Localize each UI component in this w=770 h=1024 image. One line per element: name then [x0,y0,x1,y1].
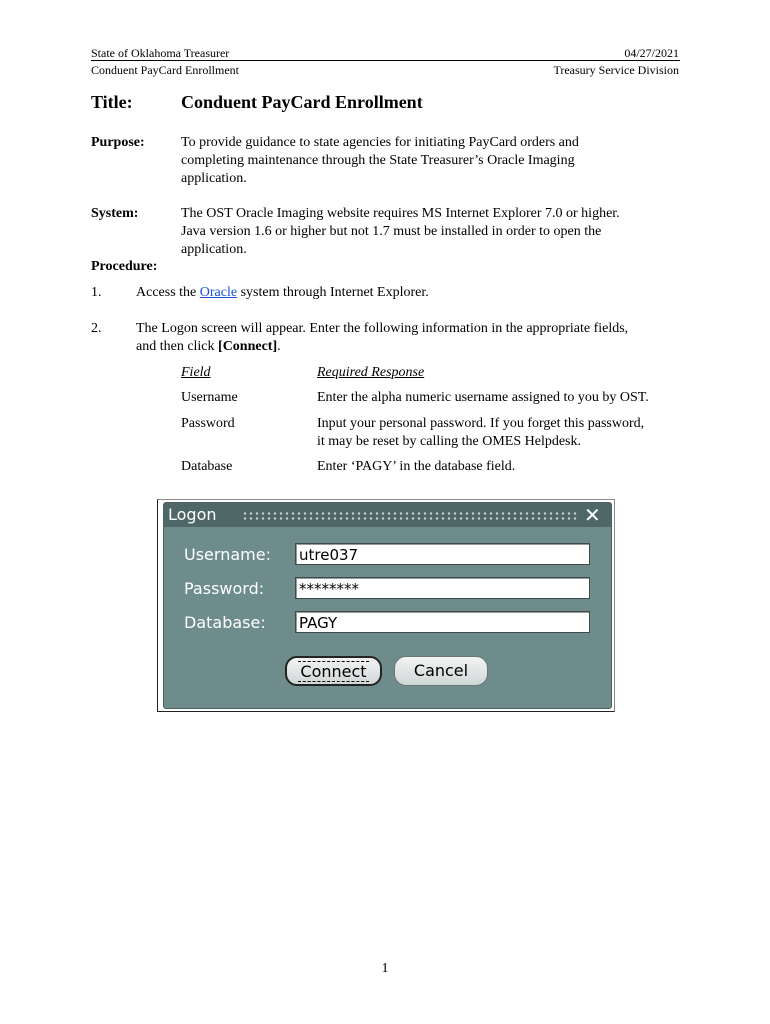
procedure-label: Procedure: [91,259,158,274]
step-2-line-after: . [277,339,281,354]
database-label: Database: [184,613,266,632]
header-date: 04/27/2021 [624,46,679,60]
connect-button[interactable] [285,656,382,686]
connect-reference: [Connect] [218,339,278,354]
title-label: Title: [91,92,133,112]
step-2-line-before: and then click [136,339,219,354]
oracle-link[interactable]: Oracle [199,285,238,300]
username-label: Username: [184,545,271,564]
purpose-line: completing maintenance through the State Treasurer’s Oracle Imaging [181,153,575,168]
step-2-text [136,320,696,356]
purpose-text [181,134,701,188]
connect-button-label: Connect [300,662,367,681]
response-line: Input your personal password. If you forget this password, [317,416,645,431]
logon-dialog [163,502,612,709]
page-title: Conduent PayCard Enrollment [181,92,423,112]
password-field[interactable]: ******** [295,577,590,599]
header-org: State of Oklahoma Treasurer [91,46,230,60]
table-field-username: Username [181,390,238,405]
table-header-response: Required Response [317,365,425,380]
step-1-text-after: system through Internet Explorer. [237,285,429,300]
step-1-number: 1. [91,285,102,300]
table-field-database: Database [181,459,233,474]
table-field-password: Password [181,416,235,431]
dialog-titlebar[interactable] [164,503,611,527]
step-2-line [136,338,696,356]
response-line: it may be reset by calling the OMES Helpdesk. [317,434,581,449]
purpose-line: application. [181,171,247,186]
dialog-title: Logon [168,505,217,524]
step-2-number: 2. [91,321,102,336]
close-icon[interactable]: ✕ [584,503,601,527]
table-response-password [317,415,644,451]
system-line: The OST Oracle Imaging website requires MS Internet Explorer 7.0 or higher. [181,206,620,221]
page-number: 1 [381,961,389,976]
system-label: System: [91,206,139,221]
header-divider [91,60,680,61]
table-response-username: Enter the alpha numeric username assigned to you by OST. [317,390,649,405]
step-1-text [136,284,429,302]
table-response-database: Enter ‘PAGY’ in the database field. [317,459,516,474]
username-field[interactable]: utre037 [295,543,590,565]
database-field[interactable]: PAGY [295,611,590,633]
header-division: Treasury Service Division [553,63,679,77]
system-text [181,205,701,259]
titlebar-grip [242,511,577,521]
cancel-button[interactable]: Cancel [394,656,488,686]
header-doc-name: Conduent PayCard Enrollment [91,63,239,77]
purpose-label: Purpose: [91,135,145,150]
table-header-field: Field [181,365,211,380]
password-label: Password: [184,579,265,598]
step-2-line: The Logon screen will appear. Enter the following information in the appropriate fields, [136,321,629,336]
purpose-line: To provide guidance to state agencies for initiating PayCard orders and [181,135,579,150]
system-line: Java version 1.6 or higher but not 1.7 must be installed in order to open the [181,224,602,239]
step-1-text-before: Access the [136,285,200,300]
system-line: application. [181,242,247,257]
